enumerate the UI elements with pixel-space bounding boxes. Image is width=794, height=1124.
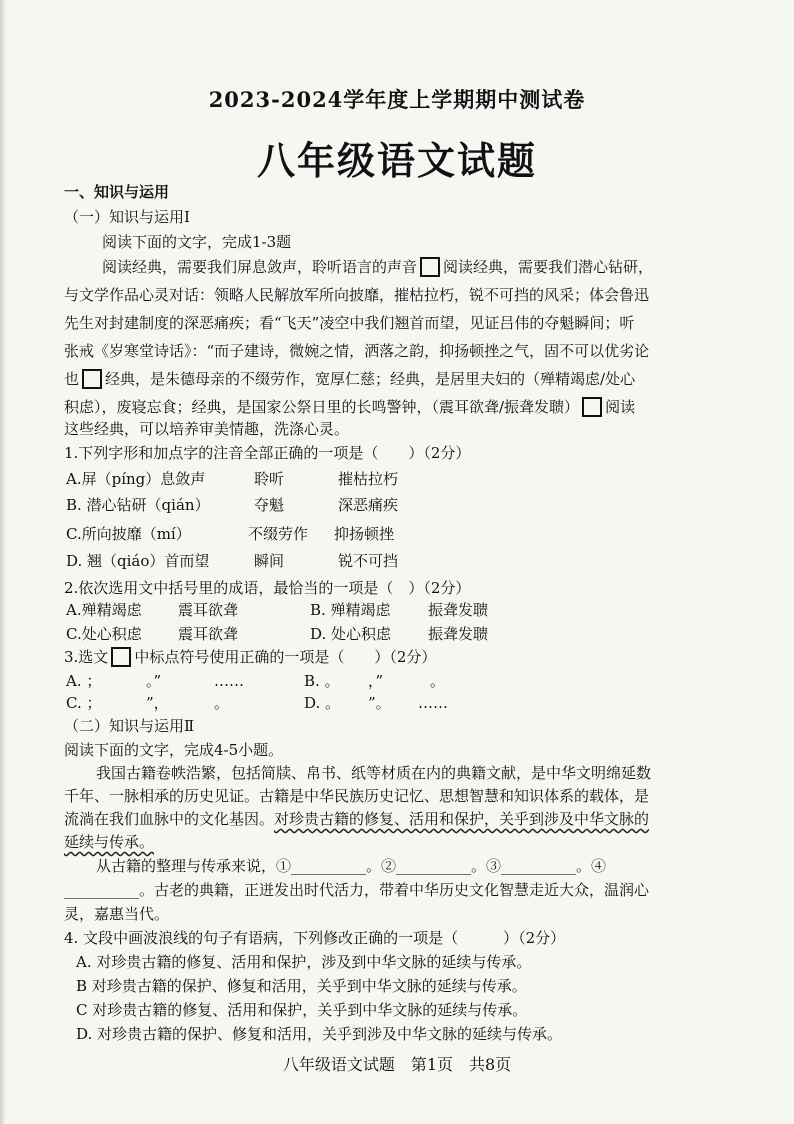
- blank-box-ref: [111, 647, 131, 667]
- q1-option-d-3: 锐不可挡: [338, 552, 399, 570]
- q4-option-c: C 对珍贵古籍的修复、活用和保护，关乎到中华文脉的延续与传承。: [76, 1001, 528, 1019]
- sub2-para1-text: 流淌在我们血脉中的文化基因。: [64, 810, 275, 828]
- wavy-sentence-part1: 对珍贵古籍的修复、活用和保护，关乎到涉及中华文脉的: [274, 810, 650, 828]
- passage-line-3: 先生对封建制度的深恶痛疾；看“飞天”凌空中我们翘首而望，见证吕伟的夺魁瞬间；听: [64, 314, 635, 332]
- sub2-para1-line3: [64, 809, 649, 829]
- passage-line-5: [64, 369, 635, 389]
- q3-option-a: A. ；: [66, 672, 102, 690]
- q3-option-d-2: ”。: [368, 694, 391, 712]
- q1-option-b: B. 潜心钻研（qián）: [66, 496, 210, 514]
- q2-option-a-2: 震耳欲聋: [178, 601, 239, 619]
- q1-option-c: C.所向披靡（mí）: [66, 525, 191, 543]
- passage-text: 也: [64, 370, 80, 388]
- passage-text: 经典，是朱德母亲的不缀劳作，宽厚仁慈；经典，是居里夫妇的（殚精竭虑/处心: [105, 370, 636, 388]
- q3-option-a-3: ……: [214, 672, 244, 690]
- passage-text: 积虑），废寝忘食；经典，是国家公祭日里的长鸣警钟，（震耳欲聋/振聋发聩）: [64, 398, 580, 416]
- q2-option-d-2: 振聋发聩: [428, 625, 489, 643]
- sub2-para1-line2: 千年、一脉相承的历史见证。古籍是中华民族历史记忆、思想智慧和知识体系的载体，是: [64, 787, 650, 805]
- q1-option-a: A.屏（píng）息敛声: [66, 470, 206, 488]
- q4-option-d: D. 对珍贵古籍的保护、修复和活用，关乎到涉及中华文脉的延续与传承。: [76, 1025, 563, 1043]
- q3-option-b-2: ，”: [368, 672, 384, 690]
- passage-text: 阅读: [605, 398, 636, 416]
- main-title: 八年级语文试题: [256, 138, 537, 183]
- sub2-para2-line3: 灵，嘉惠当代。: [64, 905, 170, 923]
- q1-option-c-2: 不缀劳作: [248, 525, 309, 543]
- q3-option-c: C. ；: [66, 694, 102, 712]
- passage-line-2: 与文学作品心灵对话：领略人民解放军所向披靡，摧枯拉朽，锐不可挡的风采；体会鲁迅: [64, 286, 650, 304]
- q3-stem-a: 3.选文: [64, 648, 109, 666]
- q2-option-b-2: 振聋发聩: [428, 601, 489, 619]
- exam-title: 2023-2024学年度上学期期中测试卷: [208, 87, 586, 112]
- q3-option-b-3: 。: [430, 672, 446, 690]
- q1-stem: 1.下列字形和加点字的注音全部正确的一项是（ ）（2分）: [64, 444, 471, 462]
- q1-option-d-2: 瞬间: [254, 552, 285, 570]
- q2-option-b: B. 殚精竭虑: [310, 601, 391, 619]
- passage-line-6: [64, 397, 635, 417]
- q3-option-a-2: 。”: [146, 672, 162, 690]
- q2-option-c: C.处心积虑: [66, 625, 142, 643]
- page-footer: 八年级语文试题 第1页 共8页: [282, 1055, 512, 1074]
- q3-stem: [64, 647, 436, 667]
- q3-option-c-2: ”，: [146, 694, 169, 712]
- q1-option-d: D. 翘（qiáo）首而望: [66, 552, 210, 570]
- q4-stem: 4. 文段中画波浪线的句子有语病，下列修改正确的一项是（ ）（2分）: [64, 929, 566, 947]
- q1-option-b-2: 夺魁: [254, 496, 285, 514]
- q3-stem-b: 中标点符号使用正确的一项是（ ）（2分）: [134, 648, 437, 666]
- passage-text: 阅读经典，需要我们潜心钻研，: [443, 258, 654, 276]
- q1-option-a-2: 聆听: [254, 470, 285, 488]
- q1-option-c-3: 抑扬顿挫: [334, 525, 395, 543]
- sub1-heading: （一）知识与运用Ⅰ: [64, 208, 190, 226]
- sub2-para2-line1: 从古籍的整理与传承来说，①__________。②__________。③__________。④: [96, 857, 607, 875]
- sub2-para1-line4: [64, 832, 154, 852]
- sub2-instruction: 阅读下面的文字，完成4-5小题。: [64, 741, 284, 759]
- sub1-instruction: 阅读下面的文字，完成1-3题: [102, 233, 292, 251]
- q3-option-c-3: 。: [214, 694, 230, 712]
- q1-option-a-3: 摧枯拉朽: [338, 470, 399, 488]
- part1-heading: 一、知识与运用: [64, 183, 170, 201]
- passage-line-1: [102, 257, 653, 277]
- blank-box-1: [420, 257, 440, 277]
- q2-option-c-2: 震耳欲聋: [178, 625, 239, 643]
- q2-option-a: A.殚精竭虑: [66, 601, 142, 619]
- q2-stem: 2.依次选用文中括号里的成语，最恰当的一项是（ ）（2分）: [64, 579, 471, 597]
- wavy-sentence-part2: 延续与传承。: [64, 833, 155, 851]
- blank-box-2: [82, 369, 102, 389]
- q3-option-b: B. 。: [304, 672, 340, 690]
- passage-line-4: 张戒《岁寒堂诗话》：“而子建诗，微婉之情，洒落之韵，抑扬顿挫之气，固不可以优劣论: [64, 342, 650, 360]
- passage-line-7: 这些经典，可以培养审美情趣，洗涤心灵。: [64, 420, 350, 438]
- q2-option-d: D. 处心积虑: [310, 625, 392, 643]
- q1-option-b-3: 深恶痛疾: [338, 496, 399, 514]
- sub2-para1-line1: 我国古籍卷帙浩繁，包括简牍、帛书、纸等材质在内的典籍文献，是中华文明绵延数: [96, 764, 652, 782]
- sub2-para2-line2: __________。古老的典籍，正迸发出时代活力，带着中华历史文化智慧走近大众，温润心: [64, 881, 650, 899]
- q3-option-d: D. 。: [304, 694, 341, 712]
- q4-option-a: A. 对珍贵古籍的修复、活用和保护，涉及到中华文脉的延续与传承。: [76, 953, 532, 971]
- q4-option-b: B 对珍贵古籍的保护、修复和活用，关乎到中华文脉的延续与传承。: [76, 977, 527, 995]
- q3-option-d-3: ……: [418, 694, 448, 712]
- blank-box-3: [582, 397, 602, 417]
- passage-text: 阅读经典，需要我们屏息敛声，聆听语言的声音: [102, 258, 418, 276]
- sub2-heading: （二）知识与运用Ⅱ: [64, 717, 195, 735]
